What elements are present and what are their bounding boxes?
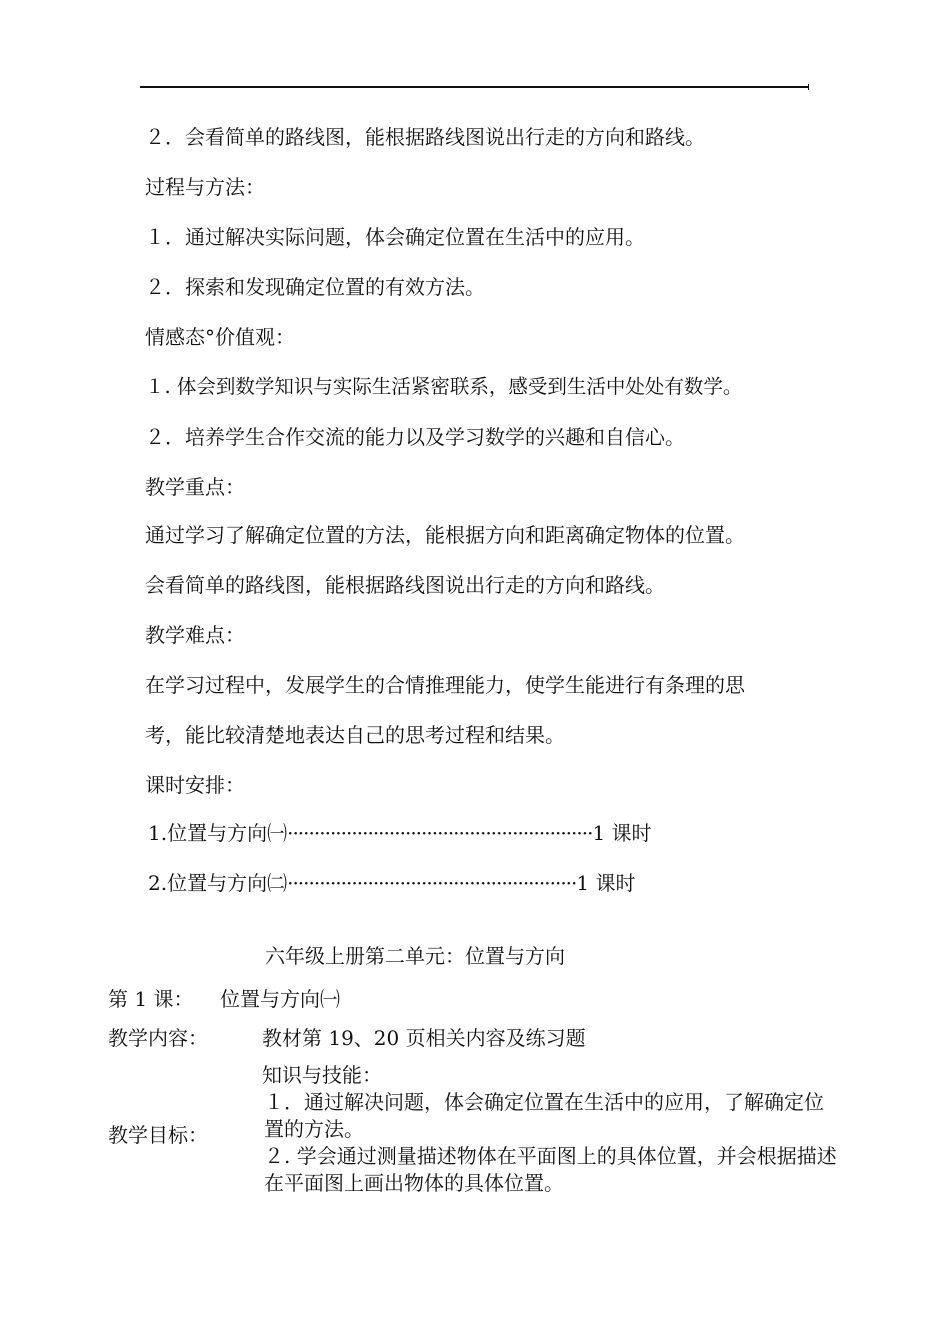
content-value: 教材第 19、20 页相关内容及练习题 xyxy=(262,1026,586,1050)
toc-leader-dots: ························································· xyxy=(287,821,593,845)
objective-line: ２．探索和发现确定位置的有效方法。 xyxy=(145,275,485,299)
unit-title: 六年级上册第二单元：位置与方向 xyxy=(265,944,565,968)
toc-entry xyxy=(148,820,652,846)
objective-line: １．通过解决实际问题，体会确定位置在生活中的应用。 xyxy=(145,225,645,249)
toc-entry xyxy=(148,870,636,896)
goals-label: 教学目标： xyxy=(108,1123,208,1147)
lesson-label: 第 1 课： xyxy=(108,987,194,1011)
toc-leader-dots: ······················································ xyxy=(287,871,577,895)
toc-entry-value: 1 课时 xyxy=(576,871,636,895)
body-line: 会看简单的路线图，能根据路线图说出行走的方向和路线。 xyxy=(145,573,665,597)
goal-item: １．通过解决问题，体会确定位置在生活中的应用，了解确定位置的方法。 xyxy=(264,1090,824,1141)
section-label: 过程与方法： xyxy=(145,175,265,199)
objective-line: ２．培养学生合作交流的能力以及学习数学的兴趣和自信心。 xyxy=(145,425,685,449)
objective-line: １. 体会到数学知识与实际生活紧密联系，感受到生活中处处有数学。 xyxy=(145,375,743,398)
body-line: 通过学习了解确定位置的方法，能根据方向和距离确定物体的位置。 xyxy=(145,523,745,547)
toc-entry-label: 2.位置与方向㈡ xyxy=(148,871,288,895)
goals-block xyxy=(262,1062,837,1197)
header-rule-end xyxy=(808,84,809,90)
toc-entry-label: 1.位置与方向㈠ xyxy=(148,821,288,845)
goal-item: ２. 学会通过测量描述物体在平面图上的具体位置，并会根据描述在平面图上画出物体的具体位置。 xyxy=(264,1144,837,1195)
content-label: 教学内容： xyxy=(108,1026,208,1050)
header-rule xyxy=(140,86,808,88)
section-label: 教学难点： xyxy=(145,623,245,647)
objective-line: ２．会看简单的路线图，能根据路线图说出行走的方向和路线。 xyxy=(145,125,705,149)
section-label: 课时安排： xyxy=(145,773,245,797)
lesson-value: 位置与方向㈠ xyxy=(220,987,340,1011)
body-line: 在学习过程中，发展学生的合情推理能力，使学生能进行有条理的思 xyxy=(145,673,745,697)
toc-entry-value: 1 课时 xyxy=(592,821,652,845)
goals-heading: 知识与技能： xyxy=(262,1063,382,1087)
body-line: 考，能比较清楚地表达自己的思考过程和结果。 xyxy=(145,723,565,747)
section-label: 情感态°价值观： xyxy=(145,325,295,349)
section-label: 教学重点： xyxy=(145,475,245,499)
